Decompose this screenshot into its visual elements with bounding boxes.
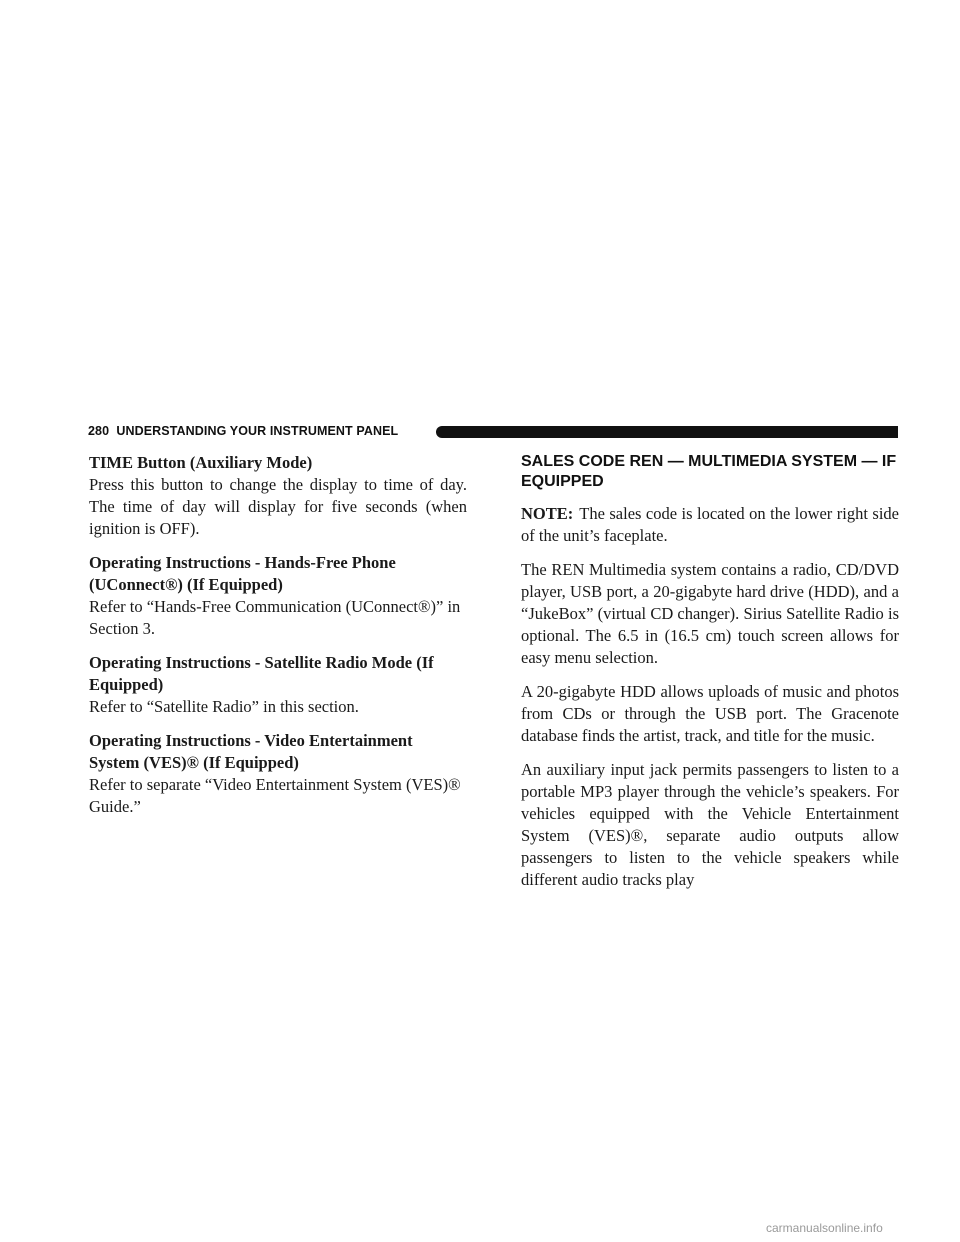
subheading-video-entertainment: Operating Instructions - Video Entertainment System (VES)® (If Equipped) bbox=[89, 731, 413, 772]
paragraph-video-entertainment: Refer to separate “Video Entertainment System (VES)® Guide.” bbox=[89, 775, 461, 816]
paragraph-auxiliary-input: An auxiliary input jack permits passengers to listen to a portable MP3 player through the vehicle’s speakers. For vehicles equipped with the Vehicle Entertainment System (VES)®, separate audio outputs allow passengers to listen to the vehicle speakers while different audio tracks play bbox=[521, 760, 899, 889]
watermark: carmanualsonline.info bbox=[766, 1221, 883, 1235]
left-column bbox=[89, 452, 467, 830]
note-paragraph bbox=[521, 503, 899, 547]
note-label: NOTE: bbox=[521, 504, 574, 523]
page-header bbox=[88, 422, 898, 442]
paragraph-satellite-radio: Refer to “Satellite Radio” in this section. bbox=[89, 697, 359, 716]
subheading-time-button: TIME Button (Auxiliary Mode) bbox=[89, 453, 313, 472]
right-column bbox=[521, 452, 899, 903]
page-number: 280 bbox=[88, 424, 110, 438]
section-heading-ren-multimedia: SALES CODE REN — MULTIMEDIA SYSTEM — IF EQUIPPED bbox=[521, 453, 897, 490]
paragraph-hands-free-phone: Refer to “Hands-Free Communication (UConnect®)” in Section 3. bbox=[89, 597, 461, 638]
note-text: The sales code is located on the lower right side of the unit’s faceplate. bbox=[521, 504, 899, 545]
subheading-hands-free-phone: Operating Instructions - Hands-Free Phone (UConnect®) (If Equipped) bbox=[89, 553, 396, 594]
section-title: UNDERSTANDING YOUR INSTRUMENT PANEL bbox=[116, 424, 399, 438]
paragraph-time-button: Press this button to change the display to time of day. The time of day will display for five seconds (when ignition is OFF). bbox=[89, 475, 467, 538]
paragraph-ren-overview: The REN Multimedia system contains a radio, CD/DVD player, USB port, a 20-gigabyte hard drive (HDD), and a “JukeBox” (virtual CD changer). Sirius Satellite Radio is optional. The 6.5 in (16.5 cm) touch screen allows for easy menu selection. bbox=[521, 560, 899, 667]
header-rule bbox=[436, 426, 898, 438]
page-header-text bbox=[88, 424, 398, 438]
paragraph-hdd: A 20-gigabyte HDD allows uploads of music and photos from CDs or through the USB port. The Gracenote database finds the artist, track, and title for the music. bbox=[521, 682, 899, 745]
subheading-satellite-radio: Operating Instructions - Satellite Radio Mode (If Equipped) bbox=[89, 653, 434, 694]
